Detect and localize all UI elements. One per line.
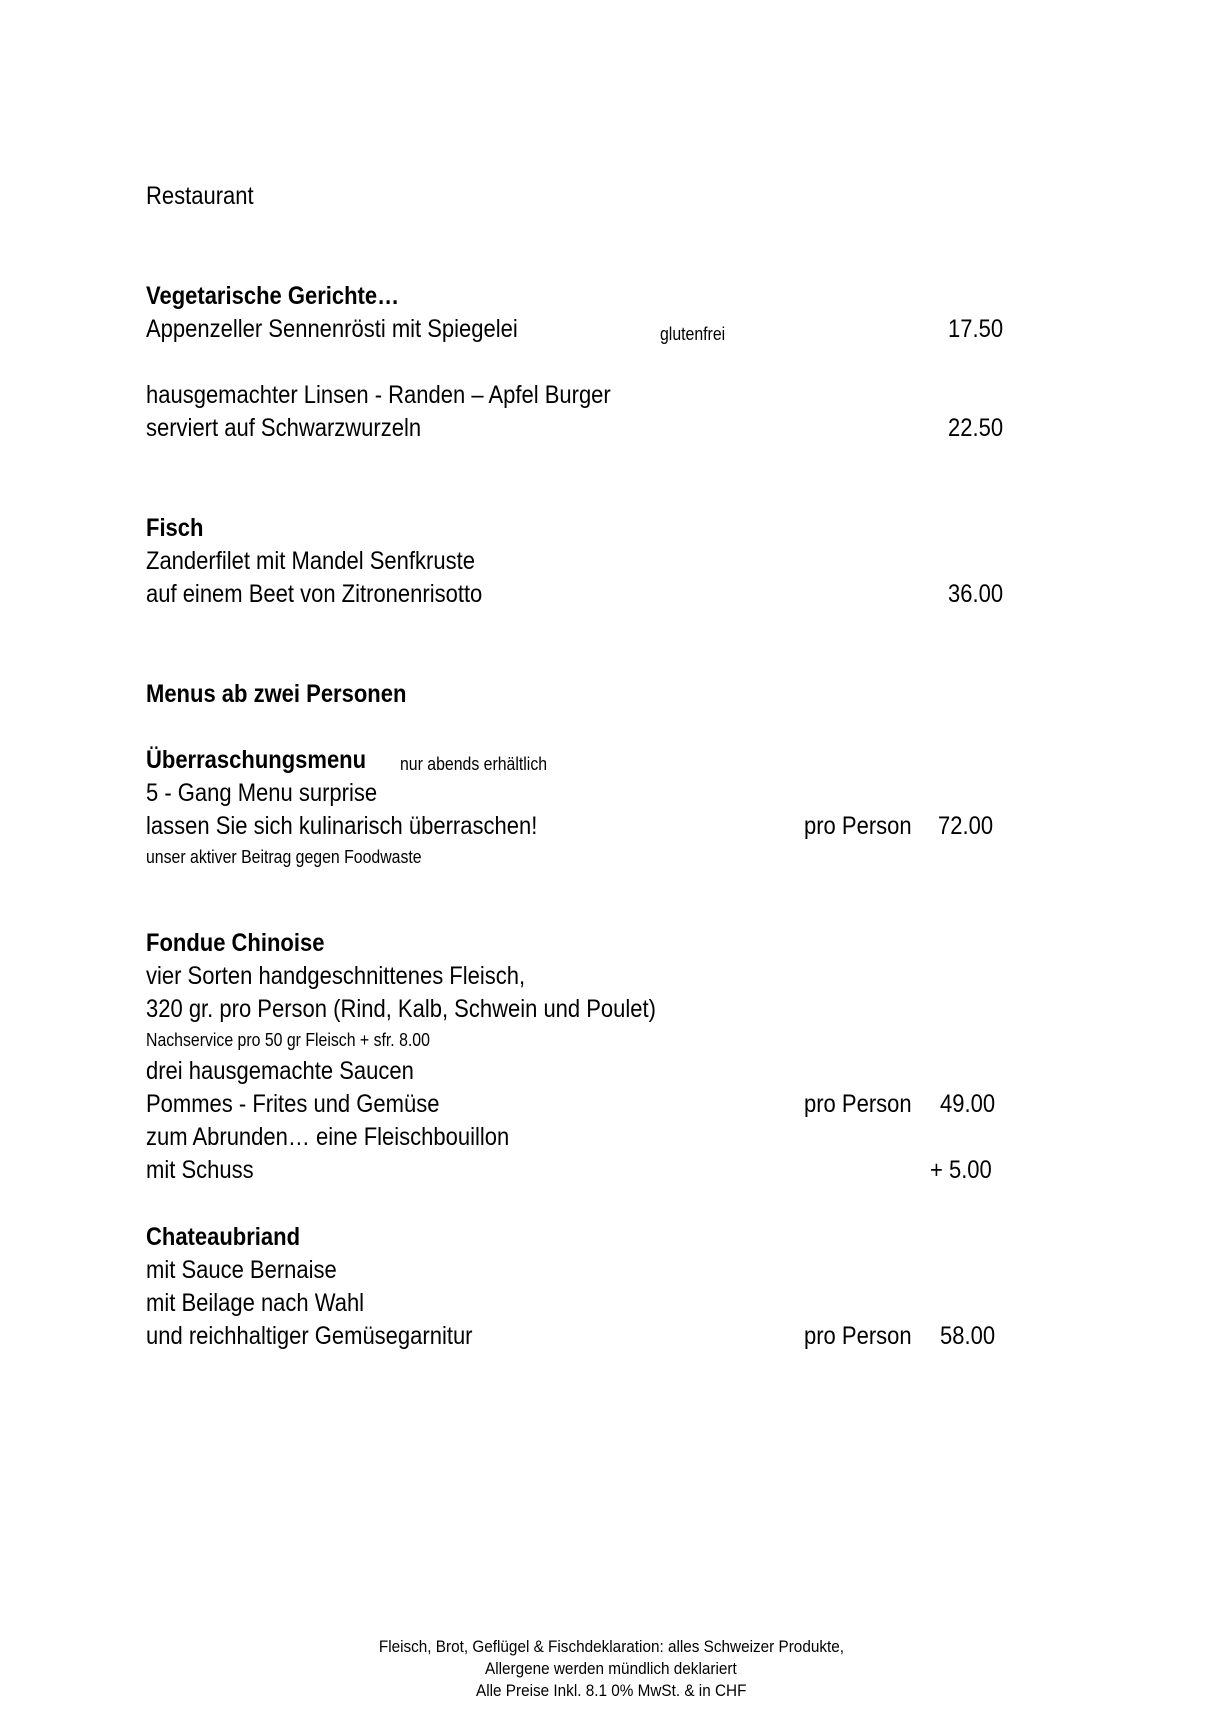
menu-item-line: hausgemachter Linsen - Randen – Apfel Burger (146, 381, 611, 409)
menu-item-line: drei hausgemachte Saucen (146, 1057, 414, 1085)
menu-title-surprise: Überraschungsmenu (146, 746, 367, 774)
menu-item-price: 36.00 (948, 580, 1004, 608)
menu-item-line: Pommes - Frites und Gemüse (146, 1090, 440, 1118)
footer-line (0, 1658, 1222, 1680)
menu-item-name: Appenzeller Sennenrösti mit Spiegelei (146, 315, 518, 343)
menu-item-line: und reichhaltiger Gemüsegarnitur (146, 1322, 473, 1350)
per-person-label: pro Person (804, 1090, 912, 1118)
footer-line (0, 1636, 1222, 1658)
menu-title-chateaubriand: Chateaubriand (146, 1223, 301, 1251)
menu-item-price: 22.50 (948, 414, 1004, 442)
menu-item-line: 5 - Gang Menu surprise (146, 779, 378, 807)
menu-item-small-note: unser aktiver Beitrag gegen Foodwaste (146, 847, 422, 867)
menu-item-line: mit Schuss (146, 1156, 254, 1184)
page-title: Restaurant (146, 182, 254, 210)
menu-item-line: lassen Sie sich kulinarisch überraschen! (146, 812, 538, 840)
menu-item-line: mit Beilage nach Wahl (146, 1289, 365, 1317)
menu-item-price: 58.00 (940, 1322, 996, 1350)
menu-item-line: vier Sorten handgeschnittenes Fleisch, (146, 962, 526, 990)
menu-item-line: auf einem Beet von Zitronenrisotto (146, 580, 483, 608)
menu-item-note: nur abends erhältlich (400, 754, 548, 774)
menu-item-price: 72.00 (938, 812, 994, 840)
menu-item-line: serviert auf Schwarzwurzeln (146, 414, 422, 442)
menu-item-line: mit Sauce Bernaise (146, 1256, 337, 1284)
section-heading-menus: Menus ab zwei Personen (146, 680, 407, 708)
footer-text: Fleisch, Brot, Geflügel & Fischdeklaration: alles Schweizer Produkte, (378, 1637, 844, 1656)
menu-item-price: 17.50 (948, 315, 1004, 343)
menu-title-fondue: Fondue Chinoise (146, 929, 325, 957)
menu-item-line: zum Abrunden… eine Fleischbouillon (146, 1123, 510, 1151)
menu-item-note: glutenfrei (660, 324, 726, 344)
menu-item-small-note: Nachservice pro 50 gr Fleisch + sfr. 8.00 (146, 1030, 430, 1050)
per-person-label: pro Person (804, 1322, 912, 1350)
menu-item-line: 320 gr. pro Person (Rind, Kalb, Schwein und Poulet) (146, 995, 656, 1023)
section-heading-fisch: Fisch (146, 514, 204, 542)
footer-line (0, 1680, 1222, 1702)
per-person-label: pro Person (804, 812, 912, 840)
menu-item-line: Zanderfilet mit Mandel Senfkruste (146, 547, 475, 575)
footer-text: Alle Preise Inkl. 8.1 0% MwSt. & in CHF (475, 1681, 747, 1700)
footer-text: Allergene werden mündlich deklariert (485, 1659, 737, 1678)
section-heading-vegetarisch: Vegetarische Gerichte… (146, 282, 400, 310)
menu-item-extra-price: + 5.00 (930, 1156, 992, 1184)
menu-item-price: 49.00 (940, 1090, 996, 1118)
